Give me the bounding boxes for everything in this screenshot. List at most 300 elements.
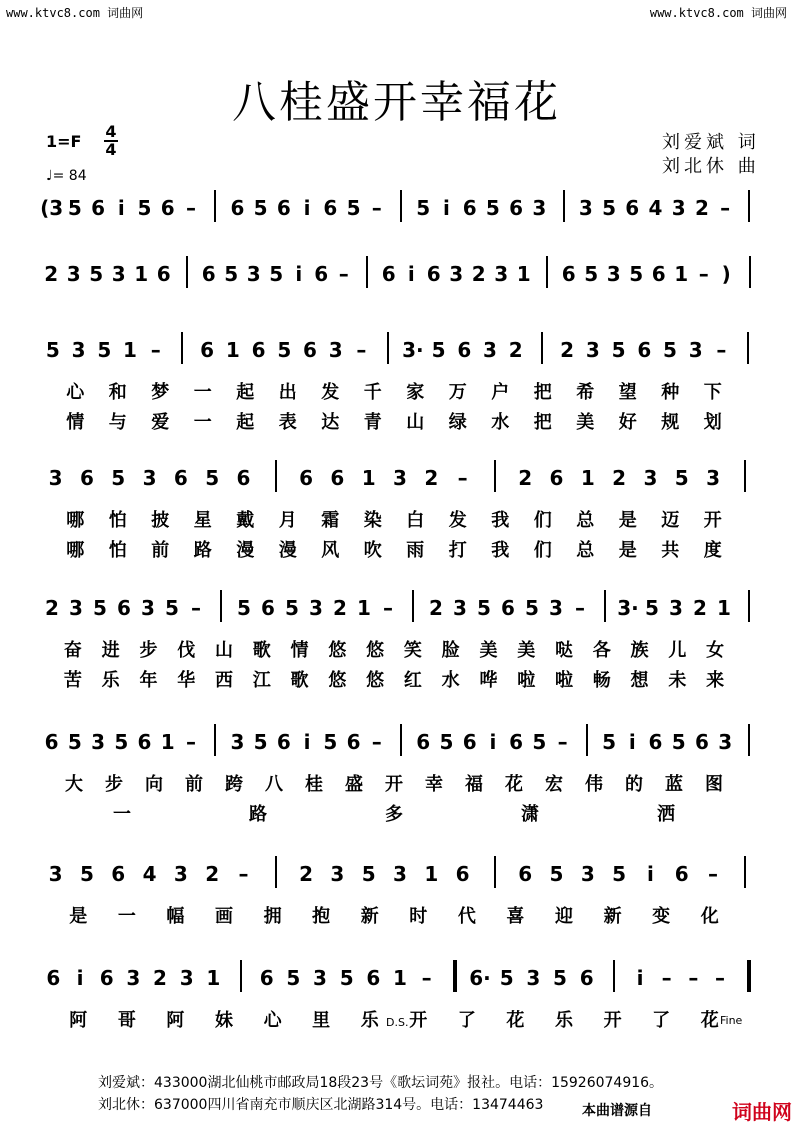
lyricist-credit: 刘爱斌 词 <box>662 132 760 153</box>
note: 5 <box>602 730 616 754</box>
barline <box>748 590 750 622</box>
lyric-syllable: 妹 <box>215 1010 233 1031</box>
barline <box>604 590 606 622</box>
lyric-syllable: 总 <box>576 540 595 561</box>
lyric-syllable: 一 <box>193 382 212 403</box>
note: 6 <box>156 262 171 286</box>
lyric-syllable: 新 <box>603 906 622 927</box>
note: 5 <box>361 862 376 886</box>
barline <box>214 190 216 222</box>
lyric-syllable: 悠 <box>366 640 385 661</box>
lyric-syllable: 与 <box>108 412 127 433</box>
note: 3· <box>402 338 424 362</box>
note: 5 <box>645 596 659 620</box>
lyric-syllable: 来 <box>706 670 725 691</box>
note: 3 <box>328 338 343 362</box>
lyric-syllable: 山 <box>406 412 425 433</box>
lyric-syllable: 啦 <box>555 670 573 691</box>
lyric-syllable: 时 <box>409 906 428 927</box>
lyric-syllable: 美 <box>517 640 536 661</box>
lyric-syllable: 共 <box>661 540 680 561</box>
lyric-syllable: 染 <box>363 510 382 531</box>
note: 3 <box>48 862 63 886</box>
note: 5 <box>224 262 239 286</box>
double-barline <box>747 960 751 992</box>
barline <box>747 332 749 364</box>
lyric-syllable: 怕 <box>108 510 127 531</box>
note: 3 <box>179 966 194 990</box>
lyric-syllable: 里 <box>312 1010 331 1031</box>
lyric-syllable: 是 <box>618 540 637 561</box>
lyric-syllable: 迎 <box>555 906 573 927</box>
dash-note: – <box>150 338 161 362</box>
note: 1 <box>393 966 407 990</box>
dash-note: – <box>715 966 725 990</box>
dash-note: – <box>371 730 382 754</box>
note: 6 <box>625 196 640 220</box>
note: 6 <box>561 262 576 286</box>
dash-note: – <box>688 966 699 990</box>
lyric-syllable: 情 <box>66 412 85 433</box>
note: i <box>636 966 644 990</box>
note: 6 <box>509 730 524 754</box>
note: 3 <box>91 730 106 754</box>
site-logo: 词曲网 <box>732 1100 792 1124</box>
barline <box>744 856 746 888</box>
lyric-syllable: 笑 <box>403 640 422 661</box>
barline <box>240 960 242 992</box>
song-title: 八桂盛开幸福花 <box>232 77 561 128</box>
note: 3· <box>617 596 639 620</box>
note: 6 <box>117 596 131 620</box>
lyric-syllable: 哪 <box>66 510 85 531</box>
note: 5 <box>253 196 268 220</box>
note: 6 <box>648 730 663 754</box>
barline <box>400 724 402 756</box>
lyric-syllable: 起 <box>236 382 255 403</box>
lyric-syllable: 歌 <box>290 670 309 691</box>
dash-note: – <box>708 862 719 886</box>
note: 6 <box>694 730 709 754</box>
source-note: 本曲谱源自 <box>582 1100 652 1120</box>
note: 5 <box>416 196 431 220</box>
note: 6 <box>44 730 59 754</box>
note: 6 <box>236 466 251 490</box>
lyric-syllable: 进 <box>101 640 120 661</box>
lyric-syllable: 披 <box>151 510 170 531</box>
lyric-syllable: 画 <box>215 906 233 927</box>
lyric-syllable: 出 <box>278 382 297 403</box>
note: 6 <box>366 966 381 990</box>
lyric-syllable: 前 <box>151 540 170 561</box>
note: 3 <box>111 262 126 286</box>
lyric-syllable: 蓝 <box>665 774 683 795</box>
note: 2 <box>508 338 523 362</box>
note: i <box>303 196 311 220</box>
lyric-syllable: 霜 <box>321 510 340 531</box>
note: 2 <box>424 466 439 490</box>
lyric-syllable: 红 <box>403 670 422 691</box>
note: 5 <box>584 262 599 286</box>
barline <box>563 190 565 222</box>
quarter-note-icon: ♩ <box>46 168 53 184</box>
lyric-syllable: 心 <box>66 382 85 403</box>
note: 1 <box>357 596 371 620</box>
note: 6 <box>674 862 689 886</box>
note: 6 <box>637 338 652 362</box>
dash-note: – <box>383 596 393 620</box>
lyric-syllable: 伟 <box>585 774 603 795</box>
barline <box>275 460 277 492</box>
lyric-syllable: 前 <box>185 774 203 795</box>
note: 5 <box>439 730 454 754</box>
note: 1 <box>580 466 595 490</box>
barline <box>186 256 188 288</box>
lyric-syllable: 山 <box>215 640 233 661</box>
lyric-syllable: 雨 <box>406 540 425 561</box>
note: 1 <box>424 862 439 886</box>
note: 3 <box>706 466 720 490</box>
lyric-syllable: 乐 <box>360 1010 379 1031</box>
barline <box>412 590 414 622</box>
lyric-syllable: 表 <box>278 412 297 433</box>
note: 3 <box>671 196 686 220</box>
site-watermark-left: www.ktvc8.com 词曲网 <box>6 6 144 20</box>
note: 6 <box>509 196 524 220</box>
lyric-syllable: 哒 <box>555 640 573 661</box>
note: 4 <box>142 862 157 886</box>
note: 3 <box>494 262 509 286</box>
dash-note: – <box>185 730 196 754</box>
note: 5 <box>339 966 354 990</box>
lyric-syllable: 怕 <box>108 540 127 561</box>
lyric-syllable: 幸 <box>425 774 443 795</box>
key-signature: 1=F <box>46 132 82 151</box>
lyric-syllable: 开 <box>603 1010 622 1031</box>
lyric-syllable: 总 <box>576 510 595 531</box>
note: 5 <box>663 338 677 362</box>
time-top: 4 <box>105 122 117 141</box>
note: 6 <box>137 730 152 754</box>
barline <box>387 332 389 364</box>
note: 2 <box>471 262 486 286</box>
barline <box>541 332 543 364</box>
note: 3 <box>606 262 621 286</box>
lyric-syllable: 阿 <box>166 1010 185 1031</box>
note: 3 <box>69 596 83 620</box>
lyric-syllable: 星 <box>193 510 212 531</box>
lyric-syllable: 望 <box>618 382 637 403</box>
note: 3 <box>71 338 86 362</box>
note: 1 <box>717 596 731 620</box>
lyric-syllable: 水 <box>491 412 510 433</box>
lyric-syllable: 漫 <box>278 540 297 561</box>
tempo-mark: ♩= 84 <box>46 168 87 184</box>
note: 5 <box>253 730 268 754</box>
note: 2 <box>333 596 347 620</box>
lyric-syllable: 喜 <box>506 906 525 927</box>
note: 3 <box>449 262 464 286</box>
lyric-syllable: 跨 <box>225 774 243 795</box>
lyric-syllable: 漫 <box>236 540 255 561</box>
note: 6 <box>111 862 126 886</box>
note: 5 <box>553 966 567 990</box>
note: 6 <box>457 338 472 362</box>
lyric-syllable: 哪 <box>66 540 85 561</box>
lyric-syllable: 桂 <box>305 774 323 795</box>
note: 6 <box>346 730 361 754</box>
note: 2 <box>518 466 533 490</box>
note: 5 <box>499 966 514 990</box>
barline <box>494 460 496 492</box>
dash-note: – <box>557 730 568 754</box>
dash-note: – <box>191 596 201 620</box>
lyric-syllable: 图 <box>705 774 723 795</box>
note: i <box>117 196 125 220</box>
note: 2 <box>429 596 443 620</box>
barline <box>744 460 746 492</box>
lyric-syllable: 乐 <box>555 1010 573 1031</box>
note: i <box>646 862 654 886</box>
note: 6 <box>314 262 329 286</box>
note: 6 <box>426 262 441 286</box>
lyric-syllable: 宏 <box>545 774 563 795</box>
lyric-syllable: 悠 <box>328 670 347 691</box>
lyric-syllable: 划 <box>703 412 722 433</box>
lyric-syllable: 哗 <box>479 670 498 691</box>
lyric-syllable: 们 <box>533 510 552 531</box>
note: 5 <box>237 596 251 620</box>
lyric-syllable: 达 <box>321 412 340 433</box>
dash-note: – <box>356 338 367 362</box>
lyric-syllable: 爱 <box>151 412 170 433</box>
lyric-syllable: 度 <box>703 540 722 561</box>
note: 5 <box>286 966 301 990</box>
dash-note: – <box>716 338 727 362</box>
lyric-syllable: 悠 <box>328 640 347 661</box>
note: 6 <box>251 338 266 362</box>
note: 5 <box>45 338 60 362</box>
note: 6 <box>381 262 396 286</box>
note: 3 <box>578 196 593 220</box>
note: 3 <box>313 966 327 990</box>
lyric-syllable: 花 <box>506 1010 525 1031</box>
lyric-syllable: 花 <box>700 1010 719 1031</box>
lyric-syllable: 福 <box>465 774 483 795</box>
note: 3 <box>142 466 157 490</box>
lyric-syllable: 的 <box>625 774 643 795</box>
lyric-syllable: 乐 <box>101 670 120 691</box>
lyric-syllable: 月 <box>278 510 297 531</box>
lyric-syllable: 美 <box>576 412 595 433</box>
lyric-syllable: 啦 <box>517 670 536 691</box>
barline <box>748 190 750 222</box>
lyric-syllable: 路 <box>249 804 267 825</box>
note: i <box>76 966 84 990</box>
lyric-syllable: 潇 <box>521 804 539 825</box>
lyric-syllable: 水 <box>441 670 460 691</box>
note: 3 <box>532 196 547 220</box>
note: 5 <box>93 596 107 620</box>
lyric-syllable: 八 <box>265 774 283 795</box>
note: 5 <box>612 862 627 886</box>
dash-note: – <box>698 262 709 286</box>
note: 2 <box>693 596 707 620</box>
lyric-syllable: 开 <box>385 774 403 795</box>
note: 1 <box>225 338 240 362</box>
note: 4 <box>648 196 663 220</box>
lyric-syllable: 开 <box>703 510 722 531</box>
lyric-syllable: 好 <box>618 412 637 433</box>
lyric-syllable: 和 <box>108 382 127 403</box>
note: 3 <box>246 262 261 286</box>
note: 2 <box>299 862 314 886</box>
dash-note: – <box>185 196 196 220</box>
lyric-syllable: 戴 <box>236 510 255 531</box>
lyric-syllable: 洒 <box>657 804 675 825</box>
note: 6 <box>549 466 564 490</box>
lyric-syllable: 向 <box>145 774 163 795</box>
barline <box>214 724 216 756</box>
lyric-syllable: 悠 <box>366 670 385 691</box>
note: 6 <box>501 596 515 620</box>
note: 6 <box>230 196 245 220</box>
lyric-syllable: 把 <box>533 382 552 403</box>
lyric-syllable: 抱 <box>312 906 331 927</box>
lyric-syllable: 阿 <box>69 1010 88 1031</box>
note: 3 <box>141 596 155 620</box>
dash-note: – <box>720 196 731 220</box>
note: 3 <box>230 730 245 754</box>
lyric-syllable: 规 <box>661 412 680 433</box>
lyric-syllable: 把 <box>533 412 552 433</box>
lyric-syllable: 们 <box>533 540 552 561</box>
note: 3 <box>483 338 497 362</box>
lyric-syllable: 种 <box>661 382 680 403</box>
note: 5 <box>79 862 94 886</box>
lyric-syllable: 户 <box>491 382 510 403</box>
note: 5 <box>431 338 446 362</box>
note: 5 <box>674 466 689 490</box>
barline <box>748 724 750 756</box>
note: 6 <box>462 730 477 754</box>
note: 3 <box>66 262 81 286</box>
note: 3 <box>580 862 595 886</box>
double-barline <box>453 960 457 992</box>
note: 2 <box>45 596 59 620</box>
note: i <box>443 196 450 220</box>
lyric-syllable: 了 <box>652 1010 671 1031</box>
lyric-syllable: 奋 <box>63 640 82 661</box>
note: 5 <box>549 862 564 886</box>
note: 3 <box>585 338 600 362</box>
lyric-syllable: 花 <box>505 774 523 795</box>
lyric-syllable: 步 <box>105 774 123 795</box>
note: ) <box>721 262 731 286</box>
lyric-syllable: 多 <box>385 804 403 825</box>
note: 6 <box>299 466 314 490</box>
lyric-syllable: 一 <box>193 412 212 433</box>
note: 1 <box>516 262 531 286</box>
footer-lyricist-address: 刘爱斌：433000湖北仙桃市邮政局18段23号《歌坛词苑》报社。电话：15926074916。 <box>98 1075 664 1091</box>
lyric-syllable: 化 <box>700 906 719 927</box>
lyric-syllable: 吹 <box>363 540 382 561</box>
lyric-syllable: 未 <box>668 670 687 691</box>
note: 3 <box>643 466 658 490</box>
lyric-syllable: 是 <box>618 510 637 531</box>
lyric-syllable: 路 <box>193 540 212 561</box>
note: 2 <box>44 262 59 286</box>
barline <box>749 256 751 288</box>
note: 6 <box>261 596 275 620</box>
dash-note: – <box>238 862 249 886</box>
lyric-syllable: 苦 <box>63 670 82 691</box>
note: 6 <box>276 730 291 754</box>
note: 6 <box>91 196 106 220</box>
lyric-syllable: 拥 <box>263 906 282 927</box>
lyric-syllable: 下 <box>703 382 722 403</box>
lyric-syllable: 盛 <box>345 774 363 795</box>
note: 6 <box>201 262 216 286</box>
note: 6 <box>416 730 431 754</box>
lyric-syllable: 发 <box>321 382 340 403</box>
note: (3 <box>40 196 64 220</box>
lyric-syllable: 代 <box>457 906 476 927</box>
note: 3 <box>453 596 467 620</box>
note: 2 <box>612 466 627 490</box>
note: 1 <box>160 730 175 754</box>
note: 1 <box>134 262 149 286</box>
dash-note: – <box>457 466 468 490</box>
lyric-syllable: 发 <box>448 510 467 531</box>
note: 5 <box>97 338 112 362</box>
note: i <box>303 730 311 754</box>
lyric-syllable: 心 <box>263 1010 282 1031</box>
note: 3 <box>48 466 63 490</box>
lyric-syllable: 新 <box>360 906 379 927</box>
barline <box>494 856 496 888</box>
lyric-syllable: 迈 <box>661 510 680 531</box>
note: 1 <box>123 338 137 362</box>
note: 3 <box>669 596 683 620</box>
note: 5 <box>525 596 539 620</box>
lyric-syllable: 白 <box>406 510 425 531</box>
lyric-syllable: 步 <box>139 640 158 661</box>
lyric-syllable: 青 <box>363 412 382 433</box>
lyric-syllable: 儿 <box>668 640 687 661</box>
note: 3 <box>718 730 733 754</box>
note: 2 <box>560 338 575 362</box>
note: 5 <box>485 196 500 220</box>
lyric-syllable: 大 <box>65 774 83 795</box>
note: 6· <box>469 966 491 990</box>
barline <box>613 960 615 992</box>
lyric-syllable: 我 <box>491 510 510 531</box>
note: 3 <box>526 966 541 990</box>
note: 3 <box>173 862 188 886</box>
note: i <box>628 730 636 754</box>
note: 1 <box>361 466 376 490</box>
note: 6 <box>455 862 470 886</box>
note: 1 <box>206 966 221 990</box>
note: 5 <box>165 596 179 620</box>
note: 3 <box>393 466 407 490</box>
lyric-syllable: 年 <box>139 670 158 691</box>
lyric-syllable: 希 <box>576 382 595 403</box>
note: 5 <box>532 730 547 754</box>
composer-credit: 刘北休 曲 <box>662 156 760 177</box>
note: 5 <box>111 466 126 490</box>
